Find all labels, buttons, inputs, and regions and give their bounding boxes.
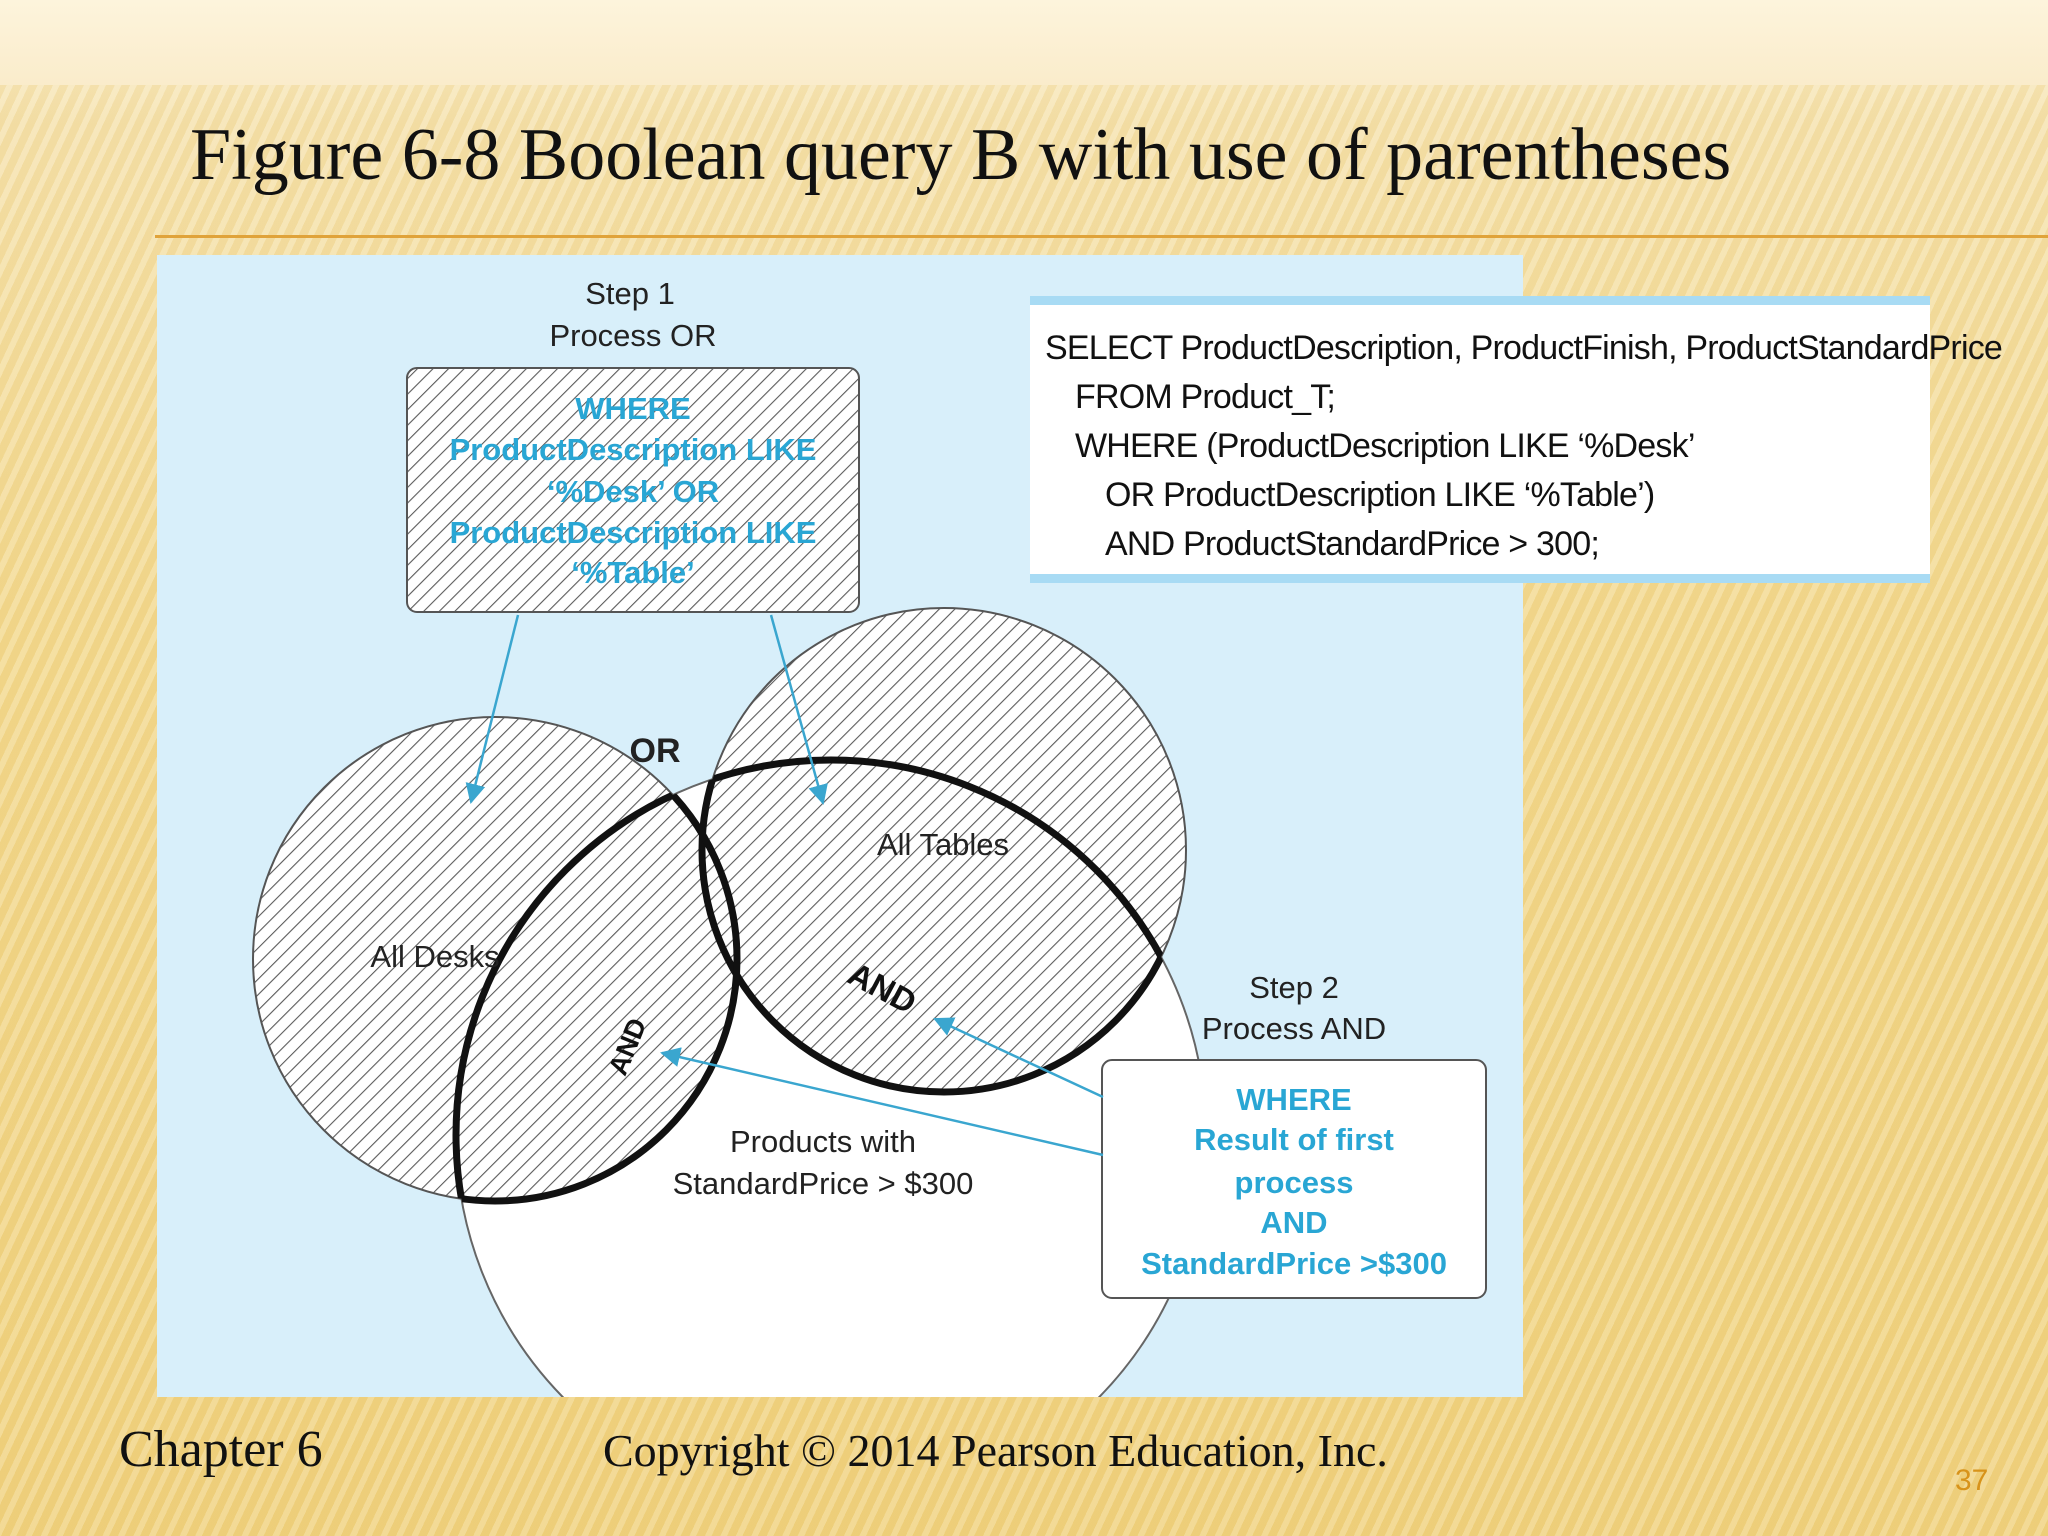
slide-title: Figure 6-8 Boolean query B with use of parentheses <box>190 114 1732 196</box>
step2-heading-line2: Process AND <box>1201 1011 1387 1046</box>
desks-circle-label: All Desks <box>370 939 500 974</box>
step1-heading-line1: Step 1 <box>585 276 675 311</box>
footer-chapter: Chapter 6 <box>119 1421 323 1478</box>
step2-query-line-1: WHERE <box>1236 1082 1352 1117</box>
step2-query-line-2: Result of first <box>1194 1122 1394 1157</box>
sql-line-or: OR ProductDescription LIKE ‘%Table’) <box>1105 476 1655 514</box>
and-label-desks: AND <box>602 1013 653 1080</box>
sql-line-where: WHERE (ProductDescription LIKE ‘%Desk’ <box>1075 427 1695 465</box>
and-label-tables: AND <box>842 954 923 1021</box>
or-label: OR <box>629 732 681 770</box>
step2-query-line-4: AND <box>1260 1205 1328 1240</box>
step1-query-line-5: ‘%Table’ <box>571 555 695 590</box>
sql-line-select: SELECT ProductDescription, ProductFinish, ProductStandardPrice <box>1045 329 2003 367</box>
sql-line-and: AND ProductStandardPrice > 300; <box>1105 525 1599 563</box>
step2-heading-line1: Step 2 <box>1249 970 1339 1005</box>
step2-query-line-3: process <box>1234 1165 1354 1200</box>
sql-line-from: FROM Product_T; <box>1075 378 1336 416</box>
title-divider <box>155 235 2048 238</box>
step1-heading-line2: Process OR <box>549 318 717 353</box>
price-circle-label-line1: Products with <box>729 1124 917 1159</box>
step1-query-line-3: ‘%Desk’ OR <box>546 474 720 509</box>
step1-query-line-1: WHERE <box>575 391 691 426</box>
price-circle-label-line2: StandardPrice > $300 <box>672 1166 974 1201</box>
tables-circle-label: All Tables <box>876 827 1010 862</box>
sql-query-box <box>1030 296 2003 583</box>
step1-query-line-4: ProductDescription LIKE <box>449 515 817 550</box>
slide-header-band <box>0 0 2048 85</box>
step2-query-line-5: StandardPrice >$300 <box>1141 1246 1447 1281</box>
page-number: 37 <box>1955 1464 1989 1497</box>
step1-query-line-2: ProductDescription LIKE <box>449 432 817 467</box>
footer-copyright: Copyright © 2014 Pearson Education, Inc. <box>603 1425 1388 1476</box>
